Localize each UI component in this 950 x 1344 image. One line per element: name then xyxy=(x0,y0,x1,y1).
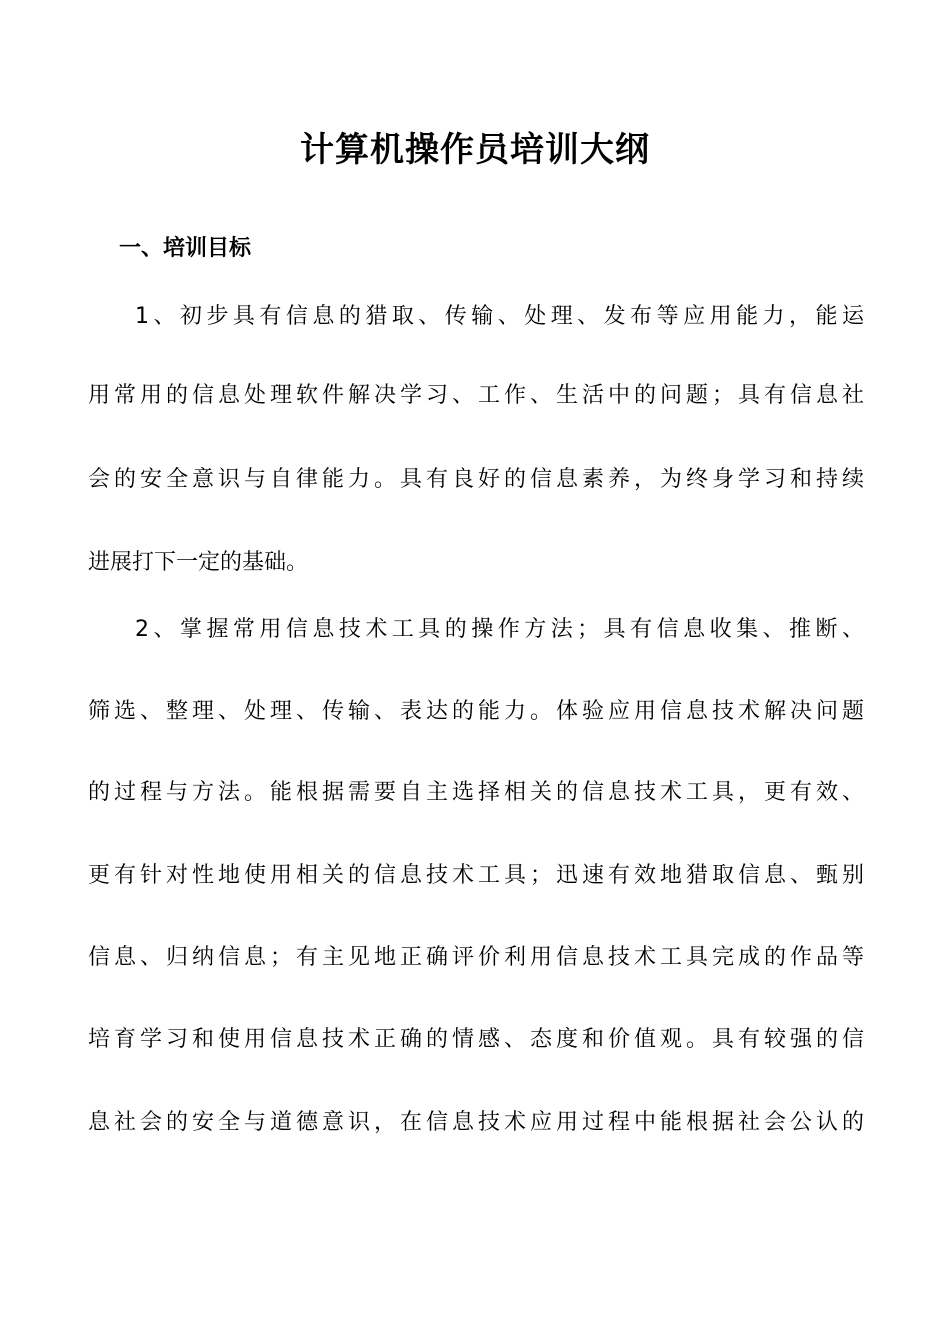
paragraph-2-line-2: 筛选、整理、处理、传输、表达的能力。体验应用信息技术解决问题 xyxy=(88,699,864,724)
paragraph-2-line-3: 的过程与方法。能根据需要自主选择相关的信息技术工具，更有效、 xyxy=(88,780,864,805)
paragraph-1-line-4: 进展打下一定的基础。 xyxy=(88,550,309,575)
paragraph-1-line-1: 1、初步具有信息的猎取、传输、处理、发布等应用能力，能运 xyxy=(135,304,864,329)
paragraph-1-line-3: 会的安全意识与自律能力。具有良好的信息素养，为终身学习和持续 xyxy=(88,467,864,492)
paragraph-2-line-6: 培育学习和使用信息技术正确的情感、态度和价值观。具有较强的信 xyxy=(88,1027,864,1052)
paragraph-1-line-2: 用常用的信息处理软件解决学习、工作、生活中的问题；具有信息社 xyxy=(88,383,864,408)
paragraph-2-line-1: 2、掌握常用信息技术工具的操作方法；具有信息收集、推断、 xyxy=(135,617,864,642)
paragraph-2-line-5: 信息、归纳信息；有主见地正确评价利用信息技术工具完成的作品等 xyxy=(88,945,864,970)
section-heading: 一、培训目标 xyxy=(119,236,252,261)
paragraph-2-line-7: 息社会的安全与道德意识，在信息技术应用过程中能根据社会公认的 xyxy=(88,1110,864,1135)
paragraph-2-line-4: 更有针对性地使用相关的信息技术工具；迅速有效地猎取信息、甄别 xyxy=(88,863,864,888)
document-title: 计算机操作员培训大纲 xyxy=(300,130,650,170)
